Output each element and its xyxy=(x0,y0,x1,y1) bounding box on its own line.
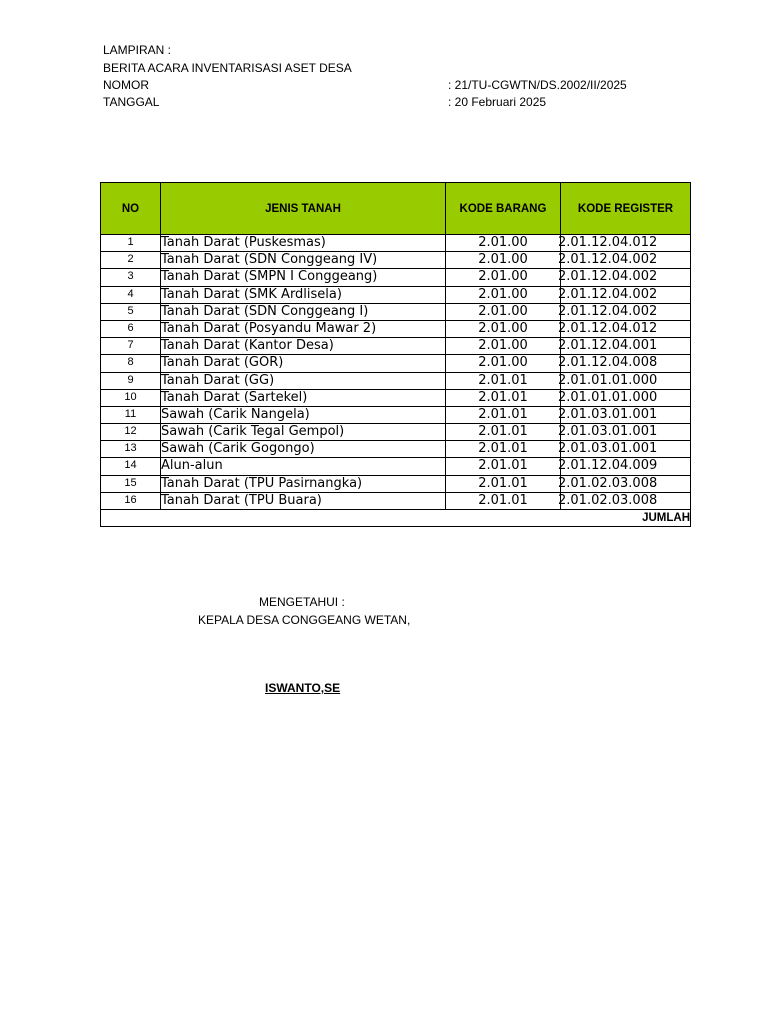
cell-no: 2 xyxy=(101,252,161,269)
cell-no: 5 xyxy=(101,303,161,320)
cell-kode-register: 2.01.01.01.000 xyxy=(561,389,691,406)
table-row xyxy=(101,424,691,441)
cell-jenis-tanah: Sawah (Carik Tegal Gempol) xyxy=(161,424,446,441)
cell-jenis-tanah: Tanah Darat (TPU Buara) xyxy=(161,492,446,509)
table-row xyxy=(101,475,691,492)
table-row xyxy=(101,235,691,252)
total-label: JUMLAH xyxy=(101,510,691,527)
cell-jenis-tanah: Tanah Darat (TPU Pasirnangka) xyxy=(161,475,446,492)
cell-no: 14 xyxy=(101,458,161,475)
table-row xyxy=(101,458,691,475)
cell-kode-barang: 2.01.00 xyxy=(446,269,561,286)
cell-kode-barang: 2.01.00 xyxy=(446,252,561,269)
cell-kode-barang: 2.01.01 xyxy=(446,406,561,423)
cell-kode-barang: 2.01.01 xyxy=(446,389,561,406)
cell-kode-register: 2.01.12.04.002 xyxy=(561,269,691,286)
cell-jenis-tanah: Tanah Darat (GG) xyxy=(161,372,446,389)
inventory-table-container xyxy=(100,182,690,545)
signer-name: ISWANTO,SE xyxy=(265,681,341,695)
tanggal-label: TANGGAL xyxy=(103,95,160,109)
cell-jenis-tanah: Tanah Darat (Posyandu Mawar 2) xyxy=(161,320,446,337)
table-row xyxy=(101,303,691,320)
column-header-no: NO xyxy=(101,183,161,235)
cell-no: 1 xyxy=(101,235,161,252)
cell-kode-barang: 2.01.01 xyxy=(446,492,561,509)
inventory-table xyxy=(100,182,691,527)
cell-kode-register: 2.01.01.01.000 xyxy=(561,372,691,389)
column-header-jenis-tanah: JENIS TANAH xyxy=(161,183,446,235)
cell-kode-register: 2.01.03.01.001 xyxy=(561,424,691,441)
cell-kode-register: 2.01.12.04.009 xyxy=(561,458,691,475)
cell-kode-barang: 2.01.00 xyxy=(446,355,561,372)
cell-kode-register: 2.01.12.04.001 xyxy=(561,338,691,355)
table-row xyxy=(101,372,691,389)
column-header-kode-register: KODE REGISTER xyxy=(561,183,691,235)
cell-kode-barang: 2.01.00 xyxy=(446,286,561,303)
cell-kode-register: 2.01.12.04.012 xyxy=(561,235,691,252)
cell-kode-barang: 2.01.01 xyxy=(446,441,561,458)
cell-kode-barang: 2.01.00 xyxy=(446,235,561,252)
cell-no: 16 xyxy=(101,492,161,509)
cell-kode-barang: 2.01.00 xyxy=(446,338,561,355)
signer-position: KEPALA DESA CONGGEANG WETAN, xyxy=(198,613,411,627)
cell-jenis-tanah: Tanah Darat (Puskesmas) xyxy=(161,235,446,252)
table-row xyxy=(101,286,691,303)
cell-no: 6 xyxy=(101,320,161,337)
cell-jenis-tanah: Tanah Darat (Sartekel) xyxy=(161,389,446,406)
cell-kode-barang: 2.01.01 xyxy=(446,458,561,475)
cell-kode-register: 2.01.12.04.002 xyxy=(561,252,691,269)
table-row xyxy=(101,406,691,423)
cell-no: 7 xyxy=(101,338,161,355)
cell-kode-register: 2.01.03.01.001 xyxy=(561,406,691,423)
table-row xyxy=(101,355,691,372)
cell-kode-register: 2.01.12.04.002 xyxy=(561,303,691,320)
table-row xyxy=(101,492,691,509)
cell-no: 15 xyxy=(101,475,161,492)
cell-no: 8 xyxy=(101,355,161,372)
cell-no: 10 xyxy=(101,389,161,406)
nomor-label: NOMOR xyxy=(103,78,149,92)
cell-jenis-tanah: Tanah Darat (GOR) xyxy=(161,355,446,372)
document-title: BERITA ACARA INVENTARISASI ASET DESA xyxy=(103,61,352,75)
cell-jenis-tanah: Tanah Darat (SDN Conggeang IV) xyxy=(161,252,446,269)
table-header-row xyxy=(101,183,691,235)
table-row xyxy=(101,389,691,406)
cell-kode-register: 2.01.12.04.002 xyxy=(561,286,691,303)
cell-jenis-tanah: Tanah Darat (SDN Conggeang I) xyxy=(161,303,446,320)
cell-no: 13 xyxy=(101,441,161,458)
cell-jenis-tanah: Tanah Darat (SMK Ardlisela) xyxy=(161,286,446,303)
cell-no: 12 xyxy=(101,424,161,441)
table-body xyxy=(101,235,691,510)
cell-kode-barang: 2.01.00 xyxy=(446,320,561,337)
cell-kode-register: 2.01.12.04.008 xyxy=(561,355,691,372)
cell-kode-register: 2.01.03.01.001 xyxy=(561,441,691,458)
cell-kode-barang: 2.01.00 xyxy=(446,303,561,320)
table-row xyxy=(101,441,691,458)
cell-no: 11 xyxy=(101,406,161,423)
cell-kode-barang: 2.01.01 xyxy=(446,424,561,441)
cell-kode-register: 2.01.02.03.008 xyxy=(561,492,691,509)
cell-kode-barang: 2.01.01 xyxy=(446,475,561,492)
table-row xyxy=(101,338,691,355)
cell-no: 4 xyxy=(101,286,161,303)
total-row xyxy=(101,510,691,527)
table-row xyxy=(101,252,691,269)
cell-jenis-tanah: Alun-alun xyxy=(161,458,446,475)
cell-no: 9 xyxy=(101,372,161,389)
table-row xyxy=(101,320,691,337)
mengetahui-label: MENGETAHUI : xyxy=(259,595,345,609)
cell-jenis-tanah: Tanah Darat (SMPN I Conggeang) xyxy=(161,269,446,286)
cell-jenis-tanah: Sawah (Carik Nangela) xyxy=(161,406,446,423)
column-header-kode-barang: KODE BARANG xyxy=(446,183,561,235)
tanggal-value: : 20 Februari 2025 xyxy=(448,95,547,109)
lampiran-label: LAMPIRAN : xyxy=(103,43,172,57)
cell-no: 3 xyxy=(101,269,161,286)
cell-kode-register: 2.01.12.04.012 xyxy=(561,320,691,337)
cell-kode-barang: 2.01.01 xyxy=(446,372,561,389)
cell-jenis-tanah: Tanah Darat (Kantor Desa) xyxy=(161,338,446,355)
table-row xyxy=(101,269,691,286)
nomor-value: : 21/TU-CGWTN/DS.2002/II/2025 xyxy=(448,78,627,92)
cell-jenis-tanah: Sawah (Carik Gogongo) xyxy=(161,441,446,458)
cell-kode-register: 2.01.02.03.008 xyxy=(561,475,691,492)
